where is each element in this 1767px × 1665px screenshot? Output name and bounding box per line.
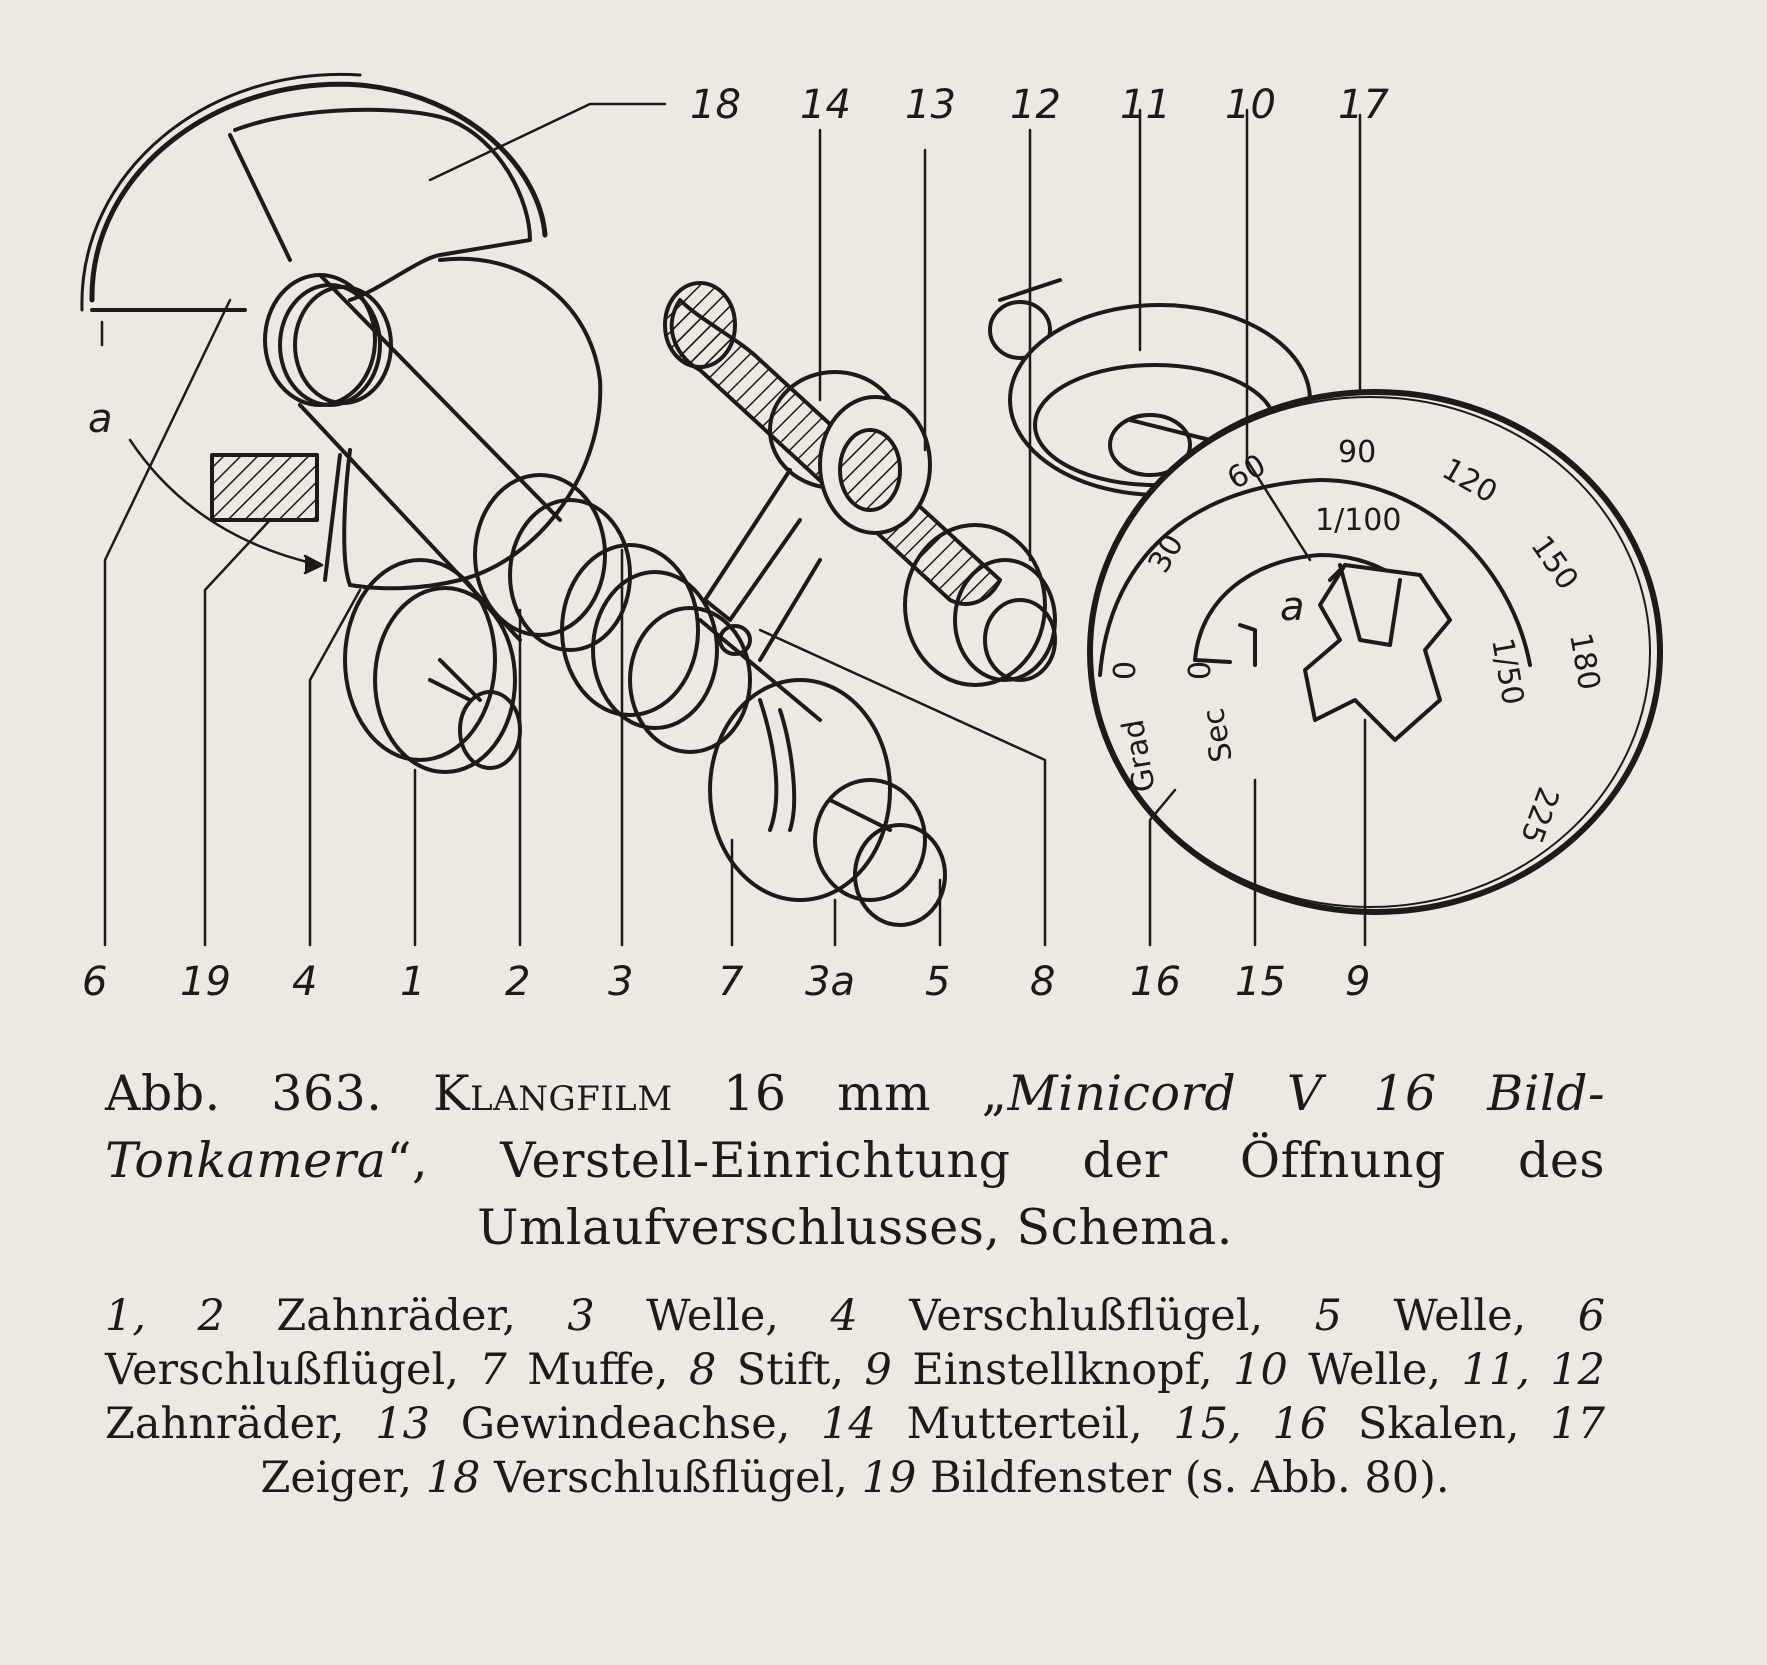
label-6: 6	[82, 959, 108, 1005]
inner-tick-0: 0	[1183, 660, 1218, 680]
sleeve-7	[700, 620, 890, 900]
inner-unit-sec: Sec	[1196, 705, 1240, 765]
label-15: 15	[1235, 959, 1286, 1005]
inner-tick-1-50: 1/50	[1484, 635, 1531, 708]
caption-close-quote: “,	[386, 1132, 429, 1189]
legend-num: 13	[375, 1399, 430, 1449]
label-alpha-left: a	[88, 396, 113, 442]
caption-open-quote: „	[981, 1065, 1008, 1122]
label-10: 10	[1225, 82, 1276, 128]
label-8: 8	[1030, 959, 1056, 1005]
label-16: 16	[1130, 959, 1181, 1005]
legend-text: Zahnräder,	[276, 1291, 516, 1341]
legend-text: Welle,	[1393, 1291, 1527, 1341]
label-9: 9	[1345, 959, 1371, 1005]
figure-caption	[105, 1060, 1605, 1505]
legend-num: 10	[1233, 1345, 1288, 1395]
outer-tick-120: 120	[1436, 451, 1504, 511]
legend-num: 11, 12	[1461, 1345, 1606, 1395]
legend-num: 6	[1577, 1291, 1606, 1341]
caption-prefix: Abb. 363.	[105, 1065, 383, 1122]
legend-num: 4	[830, 1291, 858, 1341]
label-5: 5	[925, 959, 951, 1005]
picture-window	[212, 455, 317, 520]
angle-alpha-arrow	[102, 322, 322, 573]
outer-tick-225: 225	[1512, 782, 1566, 849]
legend-text: Verschlußflügel,	[909, 1291, 1264, 1341]
legend-num: 3	[567, 1291, 595, 1341]
inner-tick-1-100: 1/100	[1315, 503, 1402, 538]
gear-1	[345, 560, 520, 772]
legend-num: 19	[861, 1453, 917, 1503]
label-14: 14	[800, 82, 851, 128]
legend-text: Stift,	[736, 1345, 845, 1395]
legend-text: Verschlußflügel,	[494, 1453, 848, 1503]
outer-tick-180: 180	[1562, 630, 1607, 693]
legend-see-also: (s. Abb. 80).	[1184, 1453, 1450, 1503]
caption-model: Minicord V 16 Bild-Tonkamera	[105, 1065, 1606, 1189]
outer-tick-0: 0	[1108, 660, 1143, 680]
caption-brand: Klangfilm	[432, 1065, 673, 1122]
label-18: 18	[690, 82, 741, 128]
legend-text: Muffe,	[527, 1345, 669, 1395]
legend-text: Welle,	[646, 1291, 779, 1341]
label-3: 3	[608, 959, 634, 1005]
outer-tick-90: 90	[1338, 435, 1377, 470]
legend-num: 7	[479, 1345, 507, 1395]
caption-legend	[105, 1289, 1605, 1505]
label-12: 12	[1010, 82, 1061, 128]
legend-text: Zahnräder,	[105, 1399, 345, 1449]
legend-text: Welle,	[1308, 1345, 1442, 1395]
legend-num: 15, 16	[1173, 1399, 1328, 1449]
legend-text: Bildfenster	[930, 1453, 1172, 1503]
outer-unit-grad: Grad	[1115, 716, 1163, 795]
legend-num: 9	[864, 1345, 892, 1395]
label-7: 7	[718, 959, 744, 1005]
label-4: 4	[292, 959, 318, 1005]
label-3a: 3a	[805, 959, 855, 1005]
legend-num: 1, 2	[105, 1291, 225, 1341]
label-2: 2	[505, 959, 531, 1005]
label-alpha-dial: a	[1280, 584, 1305, 630]
caption-size: 16 mm	[723, 1065, 931, 1122]
outer-tick-60: 60	[1221, 447, 1273, 497]
label-19: 19	[180, 959, 231, 1005]
label-1: 1	[400, 959, 426, 1005]
legend-text: Skalen,	[1357, 1399, 1520, 1449]
legend-num: 14	[821, 1399, 876, 1449]
label-17: 17	[1338, 82, 1389, 128]
legend-text: Verschlußflügel,	[105, 1345, 459, 1395]
label-13: 13	[905, 82, 956, 128]
legend-text: Mutterteil,	[906, 1399, 1143, 1449]
label-11: 11	[1120, 82, 1171, 128]
legend-num: 18	[425, 1453, 481, 1503]
legend-num: 17	[1550, 1399, 1605, 1449]
legend-num: 5	[1314, 1291, 1342, 1341]
caption-rest: Verstell-Einrichtung der Öffnung des Umlaufverschlusses, Schema.	[477, 1132, 1605, 1256]
legend-text: Einstellknopf,	[912, 1345, 1213, 1395]
gear-12	[905, 525, 1055, 685]
caption-title	[105, 1060, 1605, 1261]
legend-num: 8	[688, 1345, 717, 1395]
outer-tick-150: 150	[1523, 529, 1585, 597]
outer-tick-30: 30	[1141, 528, 1192, 579]
legend-text: Gewindeachse,	[460, 1399, 791, 1449]
legend-text: Zeiger,	[260, 1453, 413, 1503]
shutter-blade-6-18	[82, 74, 600, 588]
